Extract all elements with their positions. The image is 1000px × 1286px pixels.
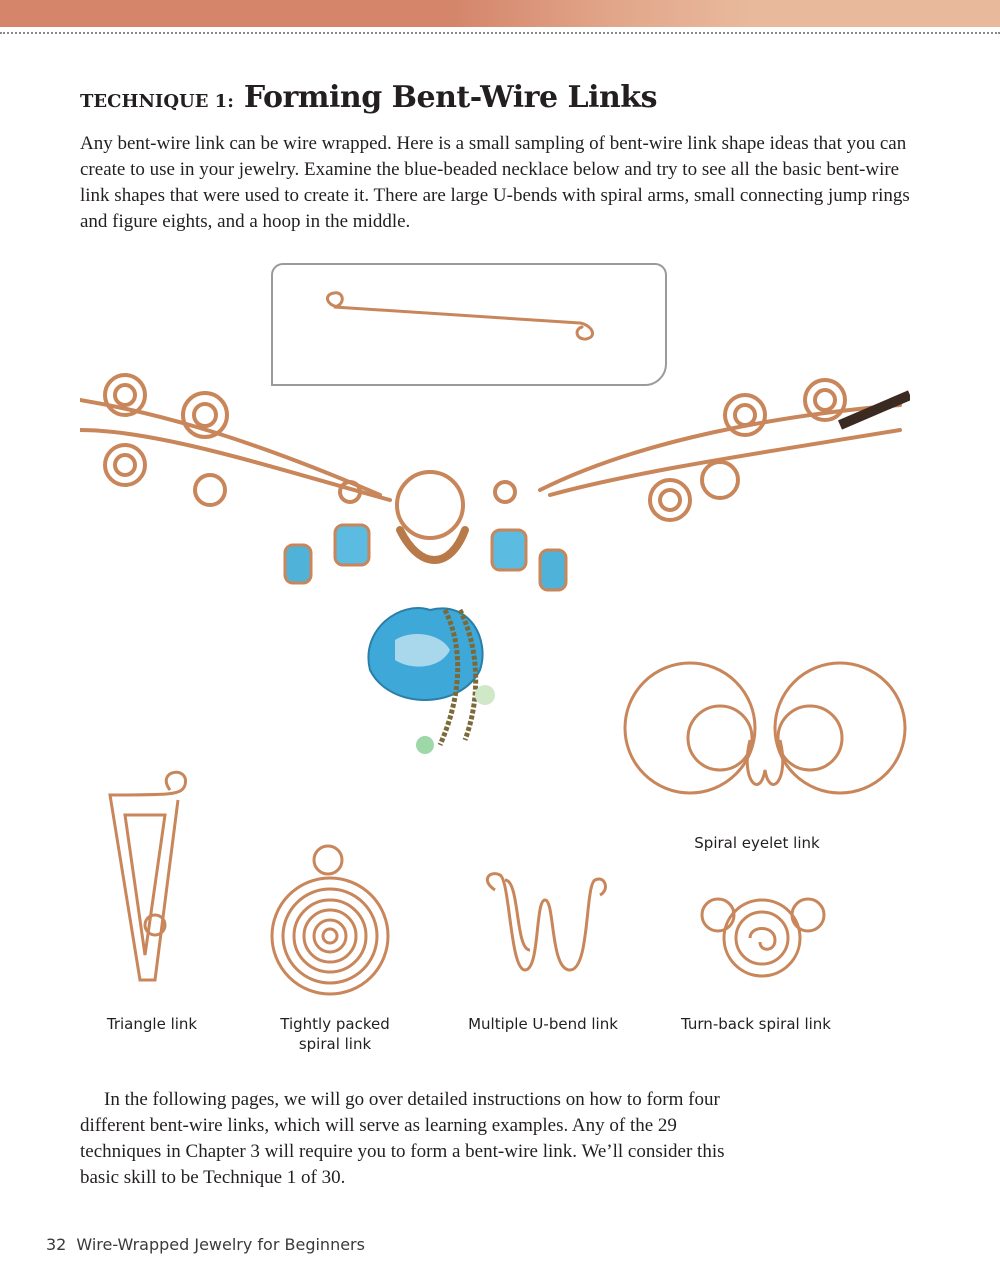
header-color-band xyxy=(0,0,1000,27)
technique-kicker: TECHNIQUE 1: xyxy=(80,91,234,112)
caption-line-2: spiral link xyxy=(298,1035,372,1053)
dotted-divider xyxy=(0,32,1000,34)
page-title xyxy=(80,80,657,115)
book-title: Wire-Wrapped Jewelry for Beginners xyxy=(76,1235,365,1254)
triangle-link-image xyxy=(100,765,195,990)
turn-back-spiral-link-image xyxy=(690,890,835,980)
multiple-u-bend-link-image xyxy=(475,870,615,985)
technique-title: Forming Bent-Wire Links xyxy=(243,80,657,115)
page-footer xyxy=(46,1235,365,1254)
straight-link-image xyxy=(310,285,610,355)
caption-triangle: Triangle link xyxy=(106,1015,198,1033)
caption-turn-back-spiral: Turn-back spiral link xyxy=(681,1015,831,1033)
caption-line-1: Tightly packed xyxy=(280,1015,390,1033)
intro-paragraph: Any bent-wire link can be wire wrapped. Here is a small sampling of bent-wire link shape ideas that you can create to use in your jewelry. Examine the blue-beaded necklace below and try to see all the basic bent-wire link shapes that were used to create it. There are large U-bends with spiral arms, small connecting jump rings and figure eights, and a hoop in the middle. xyxy=(80,133,910,232)
page-number: 32 xyxy=(46,1235,67,1254)
caption-spiral-eyelet: Spiral eyelet link xyxy=(694,834,820,852)
spiral-eyelet-link-image xyxy=(620,660,910,810)
closing-paragraph: In the following pages, we will go over detailed instructions on how to form four different bent-wire links, which will serve as learning examples. Any of the 29 techniques in Chapter 3 will require you to form a bent-wire link. We’ll consider this basic skill to be Technique 1 of 30. xyxy=(80,1089,725,1188)
tightly-packed-spiral-link-image xyxy=(268,840,403,1000)
caption-multiple-u-bend: Multiple U-bend link xyxy=(468,1015,618,1033)
caption-tightly-packed xyxy=(280,1014,389,1054)
